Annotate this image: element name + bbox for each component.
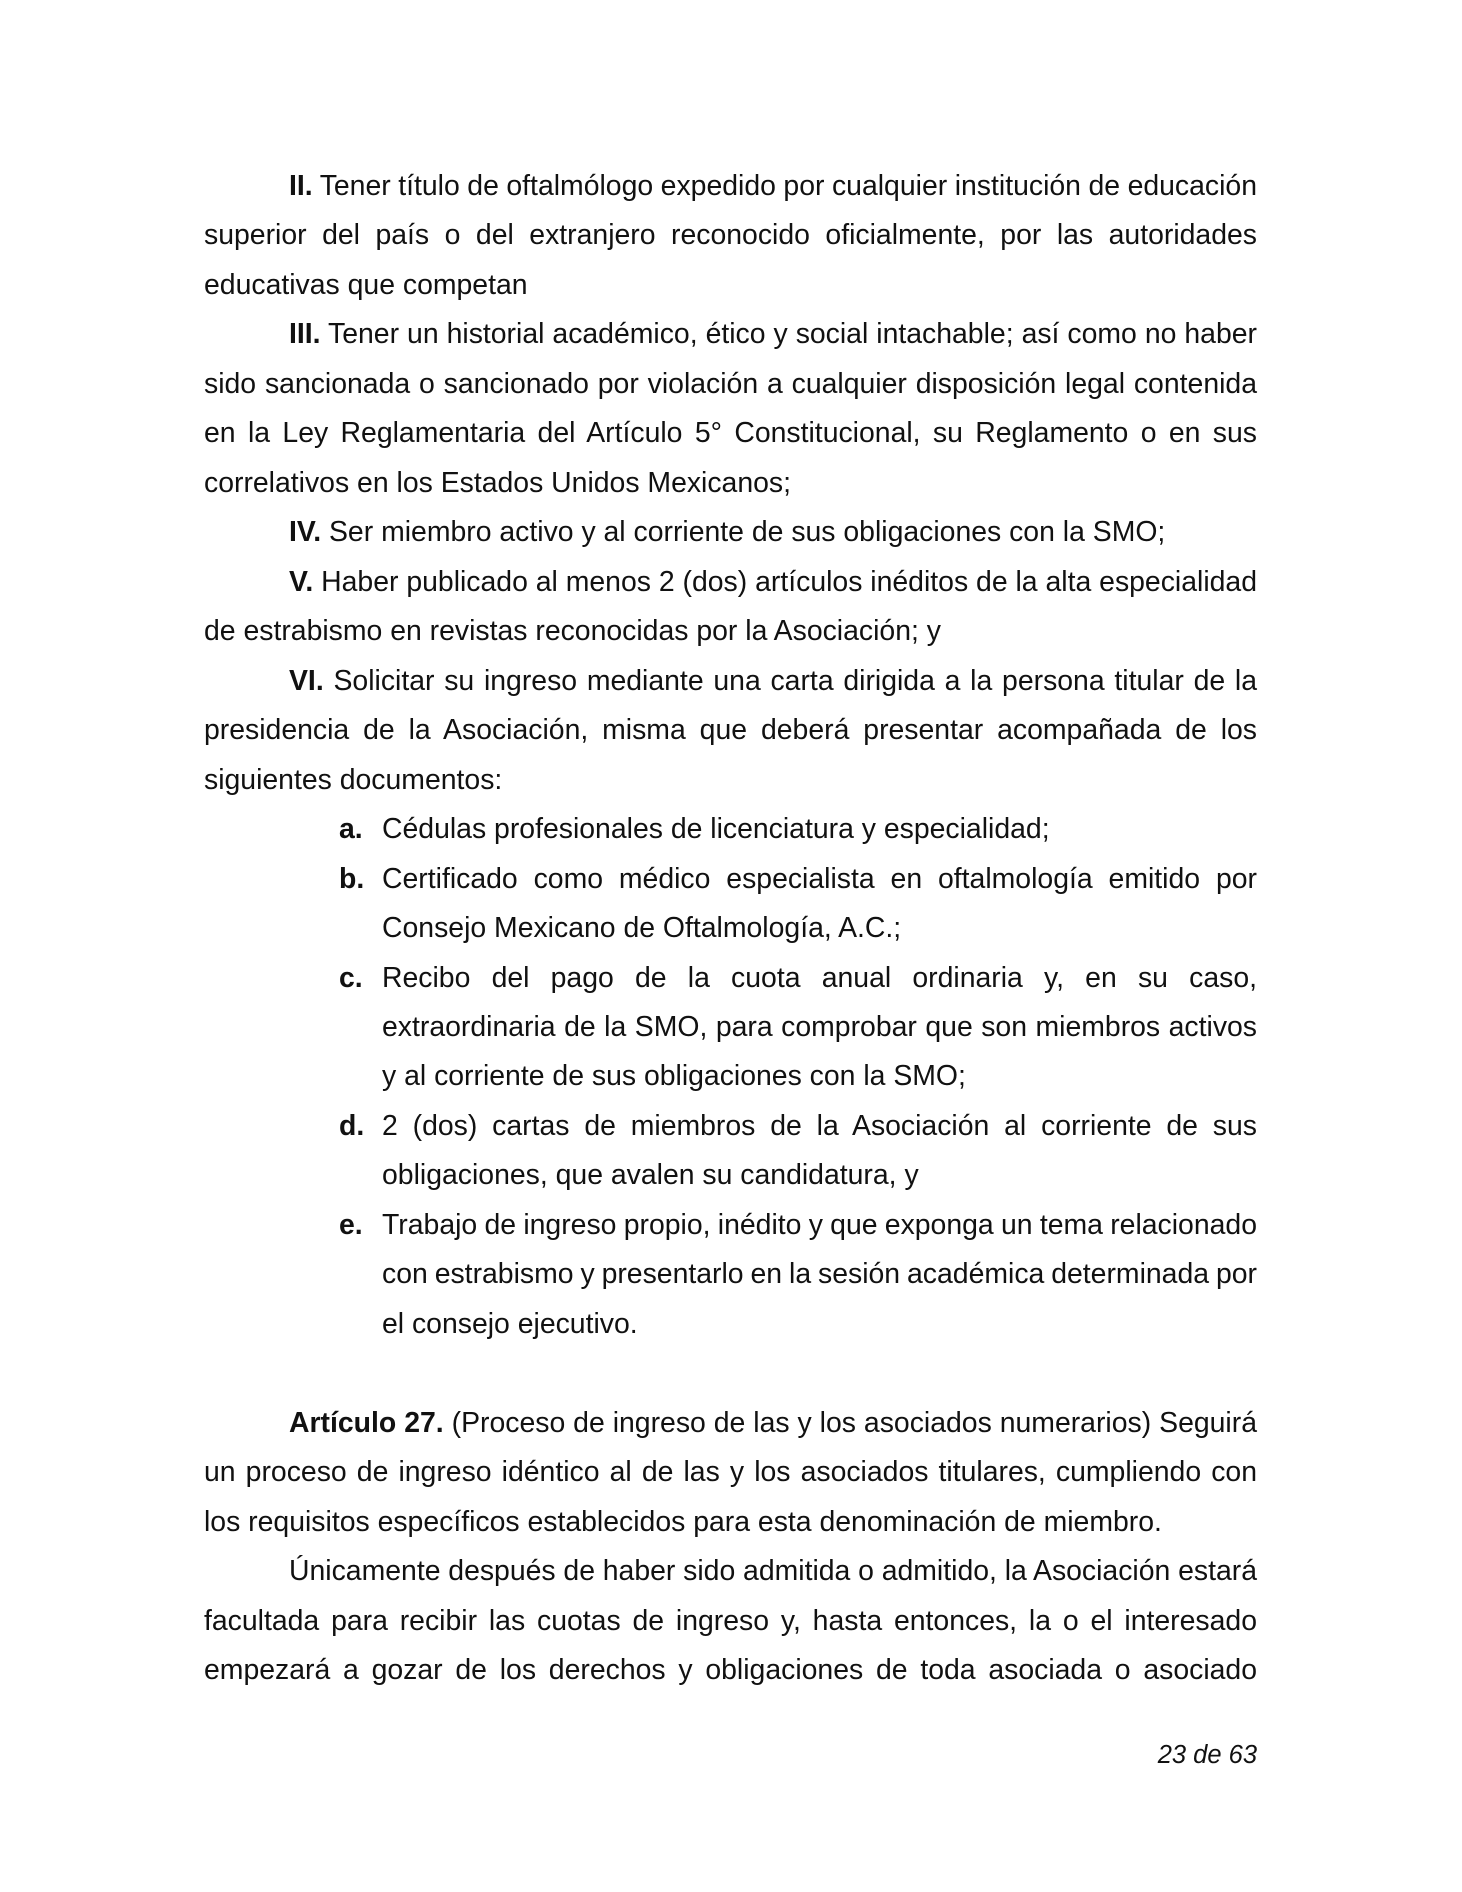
text-line: con estrabismo y presentarlo en la sesión académica determinada por: [382, 1258, 1257, 1291]
text-line: [204, 1102, 1257, 1151]
line-text: Solicitar su ingreso mediante una carta dirigida a la persona titular de la: [333, 664, 1257, 697]
list-marker: d.: [339, 1109, 365, 1142]
line-text: (Proceso de ingreso de las y los asociados numerarios) Seguirá: [451, 1406, 1257, 1439]
article-27-paragraph-2: [204, 1547, 1257, 1695]
text-line: sido sancionada o sancionado por violación a cualquier disposición legal contenida: [204, 367, 1257, 400]
line-text: Tener título de oftalmólogo expedido por cualquier institución de educación: [319, 170, 1258, 202]
text-line: un proceso de ingreso idéntico al de las y los asociados titulares, cumpliendo con: [204, 1456, 1257, 1489]
text-line: superior del país o del extranjero reconocido oficialmente, por las autoridades: [204, 219, 1257, 252]
requirement-item-v: [204, 558, 1257, 657]
list-marker: c.: [339, 961, 363, 994]
article-27: [204, 1399, 1257, 1547]
line-text: Certificado como médico especialista en oftalmología emitido por: [382, 862, 1257, 895]
line-text: 2 (dos) cartas de miembros de la Asociación al corriente de sus: [382, 1109, 1257, 1142]
text-line: [204, 558, 1257, 607]
item-label: IV.: [289, 516, 322, 549]
text-line: [204, 1399, 1257, 1448]
text-line: los requisitos específicos establecidos para esta denominación de miembro.: [204, 1505, 1162, 1538]
text-line: el consejo ejecutivo.: [382, 1307, 638, 1340]
text-line: presidencia de la Asociación, misma que deberá presentar acompañada de los: [204, 714, 1257, 747]
document-list-item-e: [204, 1201, 1257, 1349]
text-line: correlativos en los Estados Unidos Mexicanos;: [204, 466, 792, 499]
line-text: Cédulas profesionales de licenciatura y especialidad;: [382, 813, 1050, 846]
text-line: facultada para recibir las cuotas de ingreso y, hasta entonces, la o el interesado: [204, 1604, 1257, 1637]
line-text: Recibo del pago de la cuota anual ordinaria y, en su caso,: [382, 961, 1257, 994]
text-line: extraordinaria de la SMO, para comprobar que son miembros activos: [382, 1010, 1257, 1043]
line-text: Tener un historial académico, ético y social intachable; así como no haber: [328, 318, 1257, 351]
item-label: V.: [289, 565, 314, 598]
text-line: empezará a gozar de los derechos y obligaciones de toda asociada o asociado: [204, 1654, 1257, 1687]
text-line: y al corriente de sus obligaciones con la SMO;: [382, 1060, 966, 1093]
text-line: [204, 657, 1257, 706]
document-list-item-d: [204, 1102, 1257, 1201]
list-marker: e.: [339, 1208, 363, 1241]
text-line: Consejo Mexicano de Oftalmología, A.C.;: [382, 912, 902, 945]
text-line: [204, 805, 1257, 854]
requirement-item-vi: [204, 657, 1257, 1350]
page-number: 23 de 63: [1157, 1741, 1257, 1769]
item-label: III.: [289, 318, 321, 351]
paragraph-spacer: [204, 1349, 1257, 1398]
text-line: [204, 310, 1257, 359]
list-marker: b.: [339, 862, 365, 895]
requirement-item-ii: [204, 162, 1257, 310]
line-text: Ser miembro activo y al corriente de sus obligaciones con la SMO;: [329, 516, 1166, 549]
list-marker: a.: [339, 813, 363, 846]
document-list-item-a: [204, 805, 1257, 854]
line-text: Trabajo de ingreso propio, inédito y que exponga un tema relacionado: [382, 1208, 1257, 1241]
document-list-item-c: [204, 954, 1257, 1102]
requirement-item-iii: [204, 310, 1257, 508]
text-line: [204, 954, 1257, 1003]
document-body: [204, 162, 1257, 1696]
text-line: [204, 162, 1257, 211]
text-line: [204, 855, 1257, 904]
item-label: II.: [289, 170, 313, 202]
requirement-item-iv: [204, 508, 1257, 557]
text-line: [204, 1201, 1257, 1250]
text-line: Únicamente después de haber sido admitida o admitido, la Asociación estará: [289, 1555, 1257, 1588]
text-line: [204, 508, 1257, 557]
line-text: Haber publicado al menos 2 (dos) artículos inéditos de la alta especialidad: [321, 565, 1257, 598]
item-label: VI.: [289, 664, 324, 697]
text-line: siguientes documentos:: [204, 763, 503, 796]
text-line: obligaciones, que avalen su candidatura, y: [382, 1159, 919, 1192]
text-line: de estrabismo en revistas reconocidas por la Asociación; y: [204, 615, 941, 648]
document-list-item-b: [204, 855, 1257, 954]
text-line: en la Ley Reglamentaria del Artículo 5° Constitucional, su Reglamento o en sus: [204, 417, 1257, 450]
article-heading: Artículo 27.: [289, 1406, 444, 1439]
text-line: educativas que competan: [204, 268, 528, 301]
